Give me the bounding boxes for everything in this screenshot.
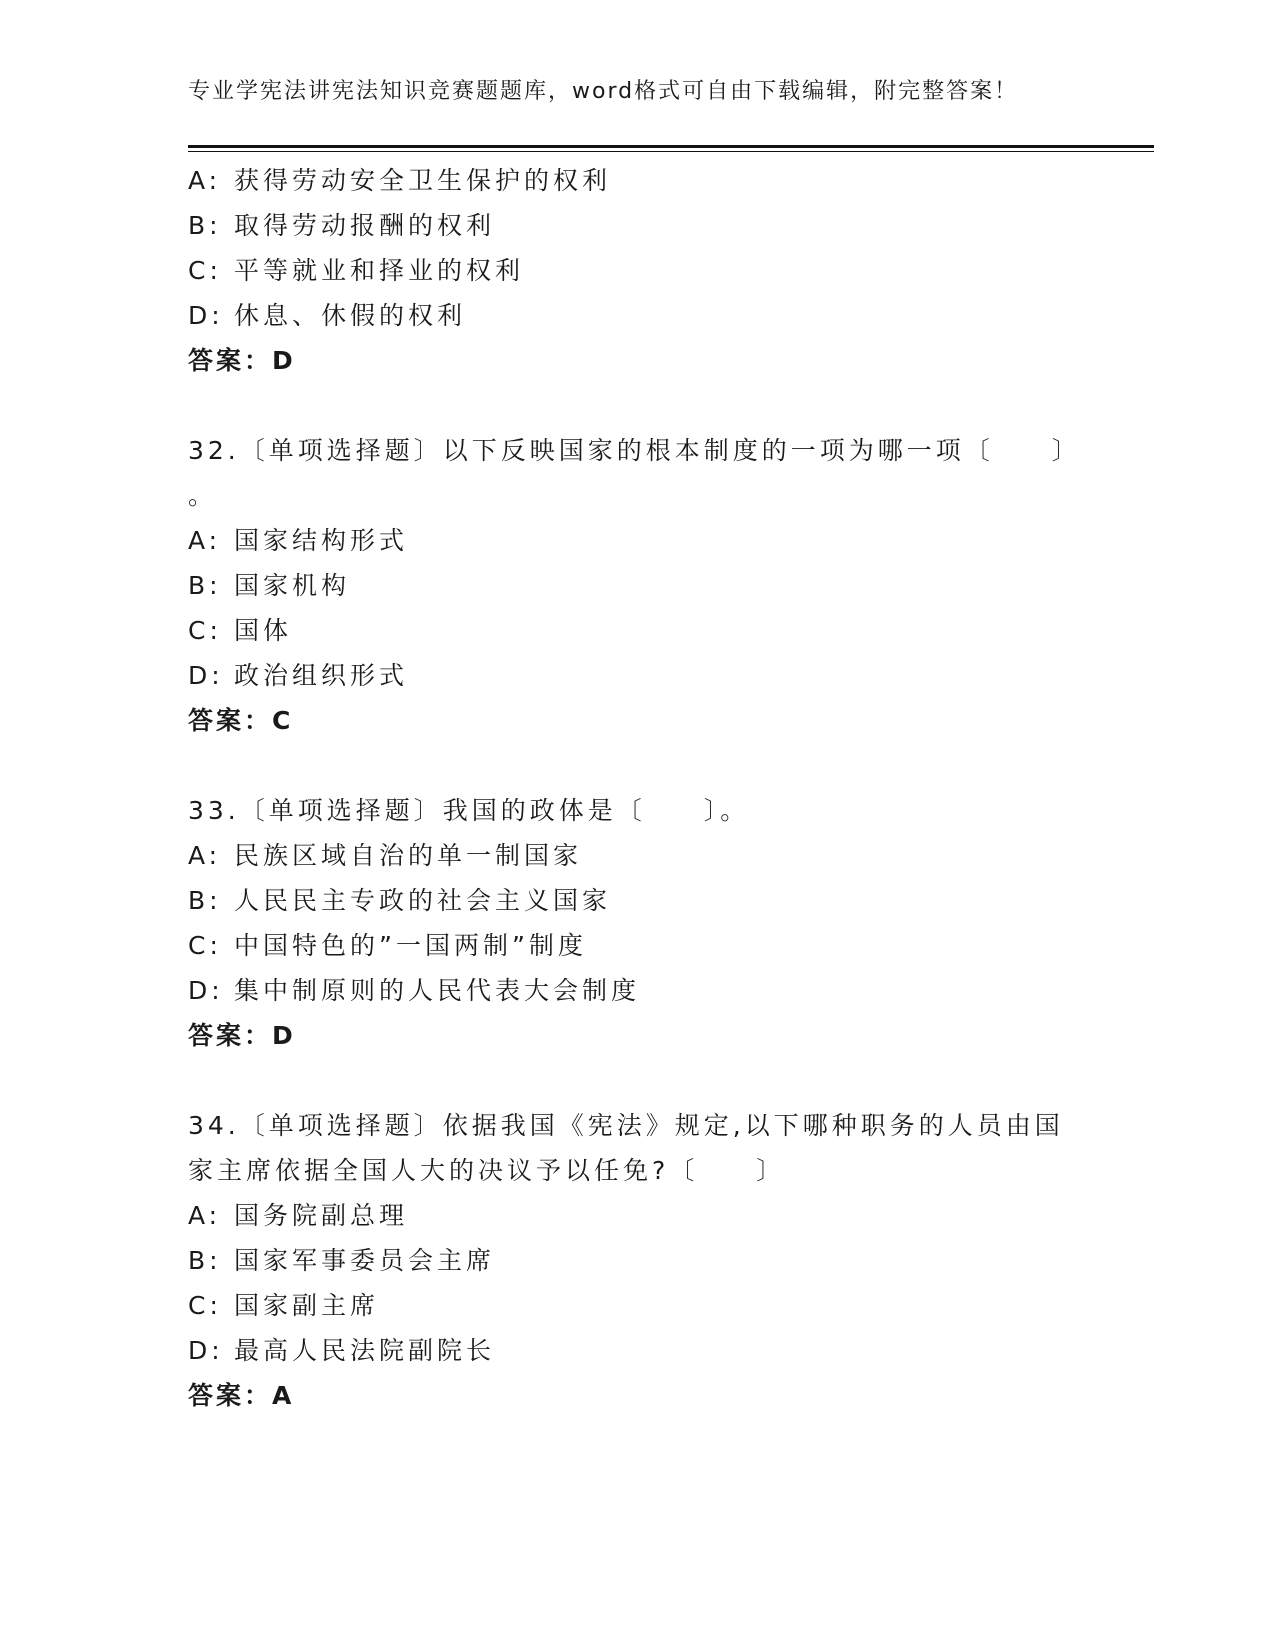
question-stem: 32.〔单项选择题〕以下反映国家的根本制度的一项为哪一项〔 〕 [188, 436, 1081, 465]
question-stem: 家主席依据全国人大的决议予以任免?〔 〕 [188, 1156, 786, 1185]
question-stem: 。 [188, 481, 218, 510]
option-d: D: 集中制原则的人民代表大会制度 [188, 976, 641, 1005]
option-b: B: 国家机构 [188, 571, 351, 600]
question-31-continued [188, 158, 1088, 383]
option-d: D: 政治组织形式 [188, 661, 409, 690]
option-c: C: 平等就业和择业的权利 [188, 256, 525, 285]
question-32 [188, 428, 1088, 743]
option-c: C: 国体 [188, 616, 293, 645]
option-b: B: 国家军事委员会主席 [188, 1246, 496, 1275]
option-c: C: 国家副主席 [188, 1291, 380, 1320]
answer-line: 答案：A [188, 1381, 295, 1410]
option-b: B: 人民民主专政的社会主义国家 [188, 886, 612, 915]
option-d: D: 休息、休假的权利 [188, 301, 467, 330]
option-a: A: 民族区域自治的单一制国家 [188, 841, 583, 870]
option-a: A: 国务院副总理 [188, 1201, 409, 1230]
option-a: A: 国家结构形式 [188, 526, 409, 555]
page-header: 专业学宪法讲宪法知识竞赛题题库，word格式可自由下载编辑，附完整答案！ [188, 79, 1019, 104]
option-c: C: 中国特色的”一国两制”制度 [188, 931, 587, 960]
option-d: D: 最高人民法院副院长 [188, 1336, 496, 1365]
header-rule-thick [188, 145, 1154, 148]
document-body [188, 158, 1088, 1418]
option-a: A: 获得劳动安全卫生保护的权利 [188, 166, 612, 195]
answer-line: 答案：D [188, 346, 296, 375]
question-stem: 33.〔单项选择题〕我国的政体是〔 〕。 [188, 796, 750, 825]
answer-line: 答案：C [188, 706, 294, 735]
question-34 [188, 1103, 1088, 1418]
header-rule-thin [188, 151, 1154, 152]
option-b: B: 取得劳动报酬的权利 [188, 211, 496, 240]
question-stem: 34.〔单项选择题〕依据我国《宪法》规定,以下哪种职务的人员由国 [188, 1111, 1064, 1140]
answer-line: 答案：D [188, 1021, 296, 1050]
question-33 [188, 788, 1088, 1058]
